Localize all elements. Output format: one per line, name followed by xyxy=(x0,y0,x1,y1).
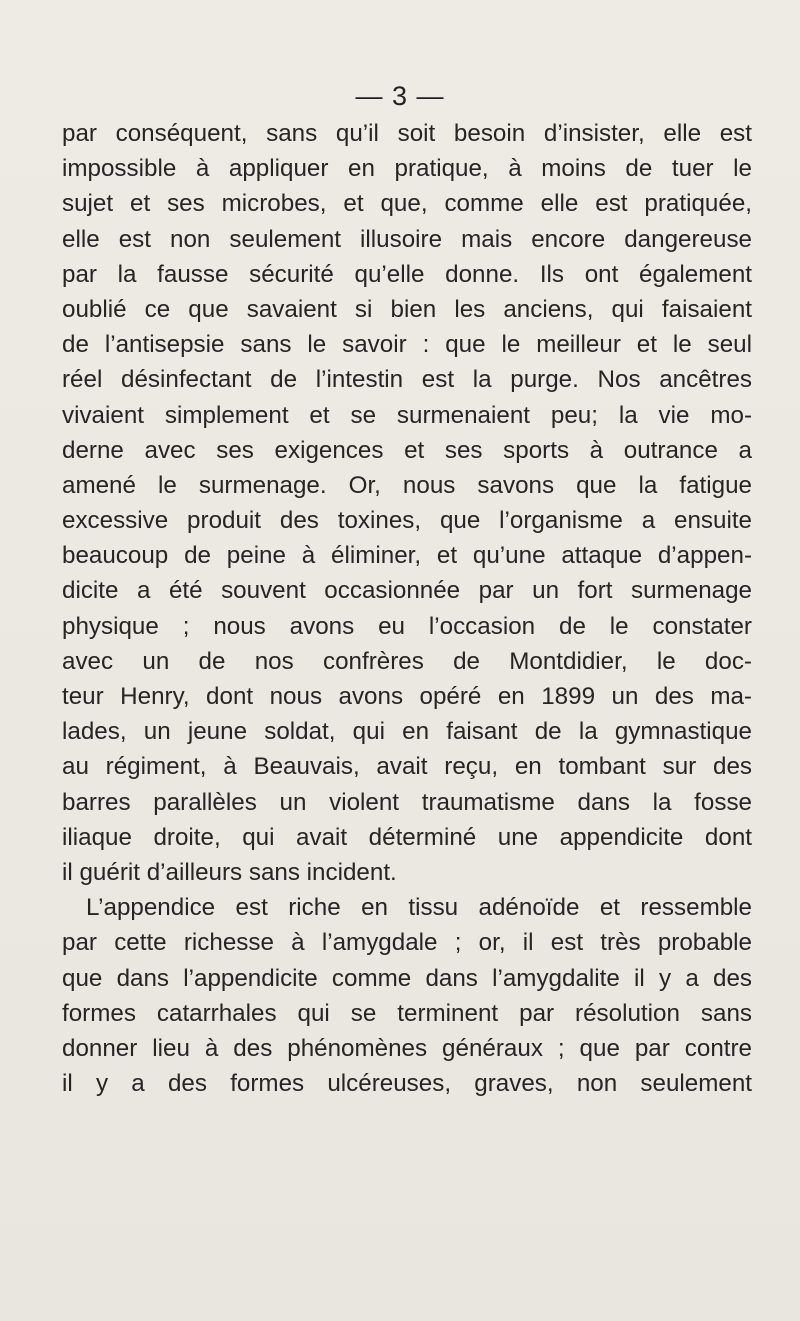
text-line: formes catarrhales qui se terminent par résolution sans xyxy=(62,999,752,1027)
text-line: donner lieu à des phénomènes généraux ; que par contre xyxy=(62,1034,752,1062)
text-line: par cette richesse à l’amygdale ; or, il est très probable xyxy=(62,929,752,957)
text-line: impossible à appliquer en pratique, à moins de tuer le xyxy=(62,155,752,183)
text-line: L’appendice est riche en tissu adénoïde et ressemble xyxy=(86,894,752,922)
text-line: que dans l’appendicite comme dans l’amygdalite il y a des xyxy=(62,964,752,992)
text-line: de l’antisepsie sans le savoir : que le meilleur et le seul xyxy=(62,331,752,359)
text-line: au régiment, à Beauvais, avait reçu, en tombant sur des xyxy=(62,753,752,781)
text-line: par conséquent, sans qu’il soit besoin d’insister, elle est xyxy=(62,120,752,147)
text-line: réel désinfectant de l’intestin est la purge. Nos ancêtres xyxy=(62,366,752,394)
text-line: beaucoup de peine à éliminer, et qu’une attaque d’appen- xyxy=(62,542,752,570)
text-line: teur Henry, dont nous avons opéré en 1899 un des ma- xyxy=(62,683,752,710)
text-line: lades, un jeune soldat, qui en faisant de la gymnastique xyxy=(62,718,752,746)
body-text xyxy=(62,116,752,1101)
text-line: derne avec ses exigences et ses sports à outrance a xyxy=(62,436,752,464)
text-line: dicite a été souvent occasionnée par un fort surmenage xyxy=(62,577,752,605)
text-line: par la fausse sécurité qu’elle donne. Ils ont également xyxy=(62,260,752,288)
text-line: excessive produit des toxines, que l’organisme a ensuite xyxy=(62,507,752,535)
text-line: oublié ce que savaient si bien les anciens, qui faisaient xyxy=(62,295,752,323)
page-number: — 3 — xyxy=(355,81,445,111)
text-line: physique ; nous avons eu l’occasion de le constater xyxy=(62,612,752,640)
text-line: avec un de nos confrères de Montdidier, le doc- xyxy=(62,647,752,675)
text-line: vivaient simplement et se surmenaient peu; la vie mo- xyxy=(62,401,752,429)
text-line: iliaque droite, qui avait déterminé une appendicite dont xyxy=(62,823,752,851)
text-line: elle est non seulement illusoire mais encore dangereuse xyxy=(62,225,752,253)
text-line: sujet et ses microbes, et que, comme elle est pratiquée, xyxy=(62,190,752,218)
text-line: barres parallèles un violent traumatisme dans la fosse xyxy=(62,788,752,816)
text-line: il y a des formes ulcéreuses, graves, non seulement xyxy=(62,1070,752,1098)
text-line: il guérit d’ailleurs sans incident. xyxy=(62,858,397,886)
text-line: amené le surmenage. Or, nous savons que la fatigue xyxy=(62,471,752,499)
